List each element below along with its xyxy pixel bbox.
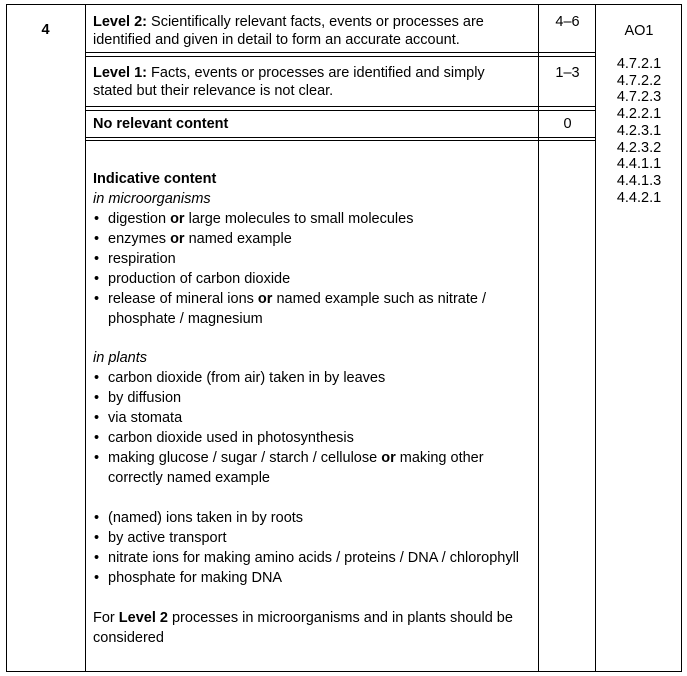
level-1-label: Level 1: xyxy=(93,65,147,81)
level-1-descriptor xyxy=(93,64,523,100)
indicative-heading: Indicative content xyxy=(93,171,217,187)
list-item: • respiration xyxy=(93,249,533,269)
plants-list xyxy=(93,368,533,488)
level-0-descriptor: No relevant content xyxy=(93,116,229,132)
list-item: • carbon dioxide used in photosynthesis xyxy=(93,428,533,448)
list-item: • production of carbon dioxide xyxy=(93,269,533,289)
list-item: • enzymes or named example xyxy=(93,229,533,249)
list-item: • release of mineral ions or named example such as nitrate / phosphate / magnesium xyxy=(93,289,503,329)
list-item: • phosphate for making DNA xyxy=(93,568,533,588)
indicative-content xyxy=(93,169,533,648)
mark-scheme-table xyxy=(6,4,682,672)
list-item: • via stomata xyxy=(93,408,533,428)
spec-ref: 4.2.3.2 xyxy=(616,139,662,156)
list-item: • by diffusion xyxy=(93,388,533,408)
spec-ref: 4.2.3.1 xyxy=(616,122,662,139)
spec-ref: 4.2.2.1 xyxy=(616,106,662,123)
level-2-guidance: For Level 2 processes in microorganisms and in plants should be considered xyxy=(93,610,513,646)
plants-heading: in plants xyxy=(93,350,148,366)
list-item: • (named) ions taken in by roots xyxy=(93,508,533,528)
list-item: • nitrate ions for making amino acids / proteins / DNA / chlorophyll xyxy=(93,548,533,568)
roots-list xyxy=(93,508,533,588)
level-1-marks: 1–3 xyxy=(555,65,580,81)
question-number: 4 xyxy=(41,22,50,38)
spec-ref: 4.7.2.1 xyxy=(616,56,662,72)
spec-ref: 4.4.1.1 xyxy=(616,156,662,173)
spec-ref: 4.4.1.3 xyxy=(616,172,662,189)
assessment-objective: AO1 xyxy=(624,23,654,39)
spec-ref: 4.7.2.3 xyxy=(616,89,662,106)
spec-ref: 4.4.2.1 xyxy=(616,189,662,206)
level-1-text: Facts, events or processes are identified and simply stated but their relevance is not clear. xyxy=(93,65,485,99)
level-2-marks: 4–6 xyxy=(555,14,580,30)
level-2-label: Level 2: xyxy=(93,14,147,30)
level-2-descriptor xyxy=(93,13,533,49)
microorganisms-list xyxy=(93,209,533,329)
spec-references xyxy=(596,56,682,206)
level-0-marks: 0 xyxy=(563,116,572,132)
list-item: • by active transport xyxy=(93,528,533,548)
list-item: • digestion or large molecules to small molecules xyxy=(93,209,533,229)
microorganisms-heading: in microorganisms xyxy=(93,191,211,207)
list-item: • carbon dioxide (from air) taken in by leaves xyxy=(93,368,533,388)
level-2-text: Scientifically relevant facts, events or processes are identified and given in detail to form an accurate account. xyxy=(93,14,484,48)
list-item: • making glucose / sugar / starch / cellulose or making other correctly named example xyxy=(93,448,508,488)
spec-ref: 4.7.2.2 xyxy=(616,72,662,89)
